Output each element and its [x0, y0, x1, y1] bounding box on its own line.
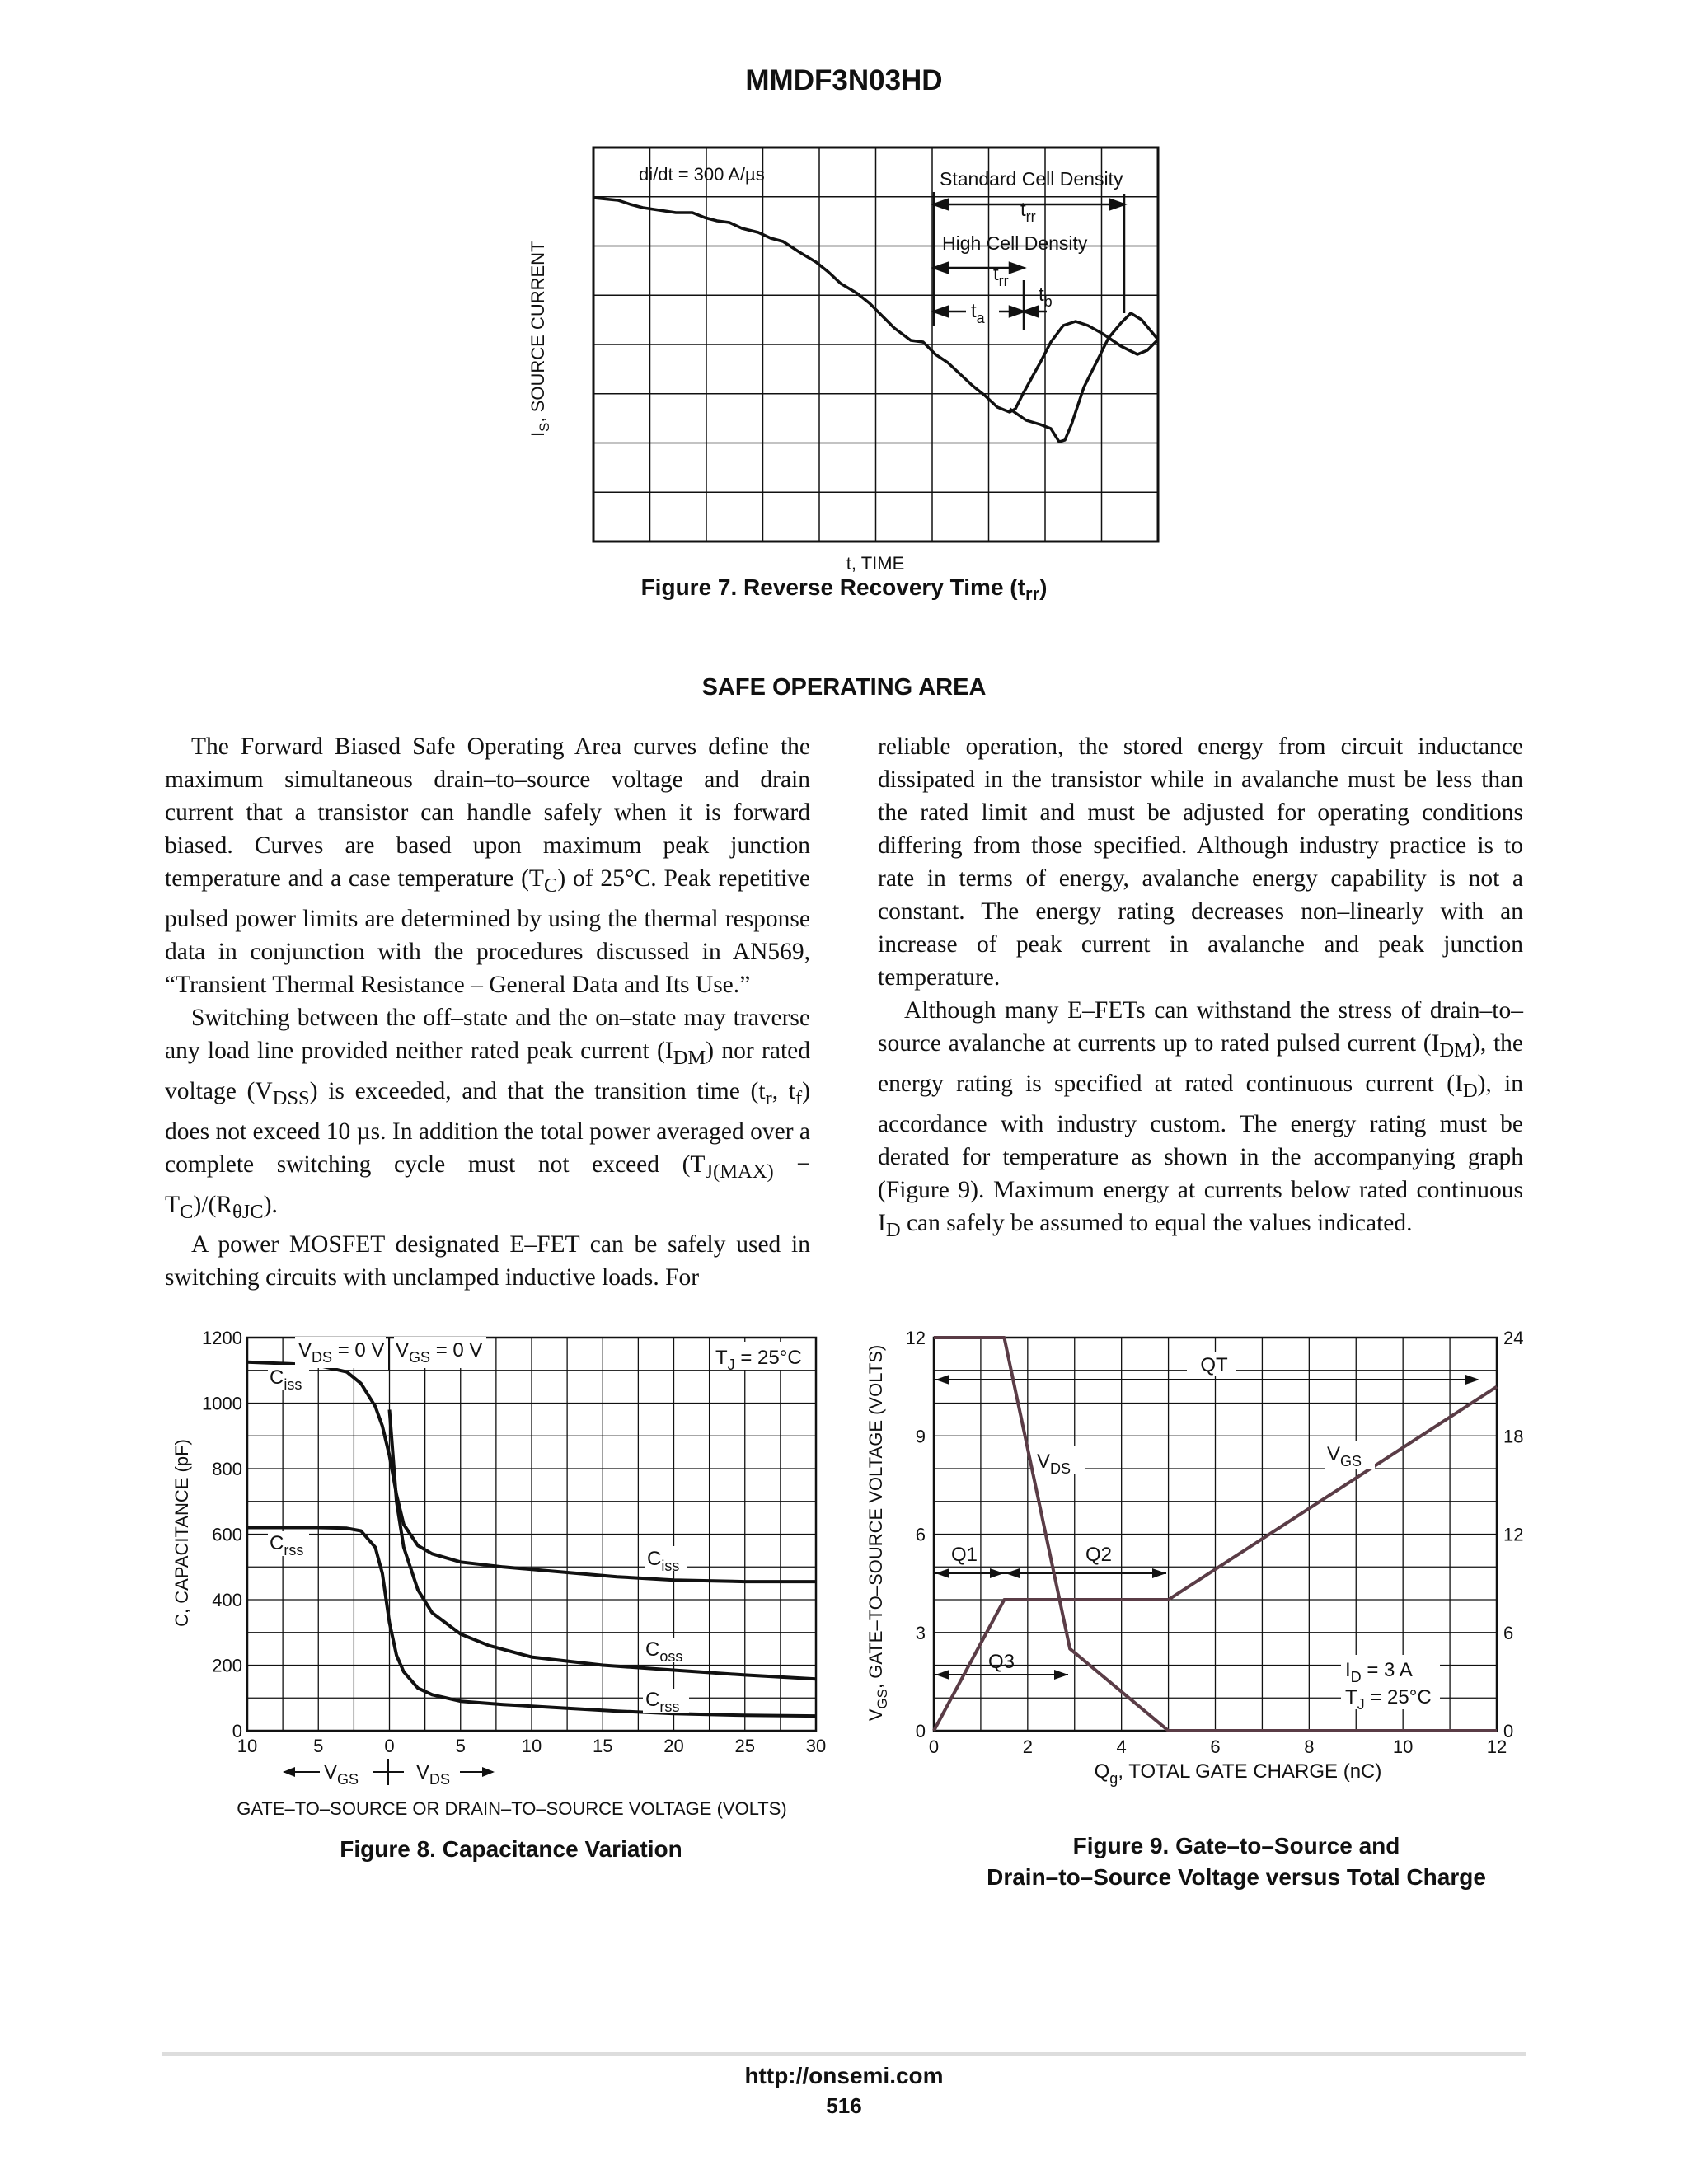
figure9-caption: [923, 1830, 1550, 1893]
paragraph-4: Although many E–FETs can withstand the stress of drain–to–source avalanche at currents up to rated pulsed current $(I_{DM})$, the energy rating is specified at rated continuous current $(I_D)$, in accordance with industry custom. The energy rating must be derated for temperature as shown in the accompanying graph (Figure 9). Maximum energy at currents below rated continuous $I_D$ can safely be assumed to equal the values indicated.: [878, 997, 1523, 1241]
figure9-id-condition: $I_D = 3$ A: [1345, 1659, 1413, 1685]
figure7-y-axis-label: $I_S$, SOURCE CURRENT: [528, 241, 552, 437]
figure8-x-tick-label: 5: [455, 1736, 466, 1756]
figure7-x-axis-label: t, TIME: [846, 553, 905, 574]
figure8-y-tick-label: 400: [212, 1590, 242, 1610]
figure8-x-tick-label: 30: [805, 1736, 827, 1756]
figure7-ta-label: $t_a$: [971, 300, 985, 326]
svg-text:VDS: $V_{DS}$: [416, 1761, 451, 1788]
figure8-y-tick-label: 200: [212, 1655, 242, 1676]
figure8-x-tick-label: 25: [734, 1736, 755, 1756]
figure9-y-right-tick-label: 0: [1503, 1721, 1514, 1741]
figure9-y-left-tick-label: 0: [915, 1721, 926, 1741]
figure7-didt-label: di/dt = 300 A/µs: [639, 164, 765, 185]
figure9-tj-condition: $T_J = 25^\circ C$: [1345, 1686, 1432, 1713]
figure9-series-labels: [1034, 1441, 1375, 1477]
figure9-y-left-tick-label: 6: [915, 1524, 926, 1545]
figure9-vgs-label: $V_{GS}$: [1327, 1443, 1362, 1469]
figure8-coss-label: $C_{oss}$: [645, 1638, 683, 1665]
figure9-qt-label: QT: [1200, 1354, 1228, 1376]
figure9-y-axis-label: $V_{GS}$, GATE–TO–SOURCE VOLTAGE (VOLTS): [865, 1344, 890, 1722]
figure8-y-tick-label: 800: [212, 1459, 242, 1479]
figure9-y-left-tick-label: 9: [915, 1426, 926, 1447]
figure8-vgs-condition: $V_{GS} = 0$ V: [396, 1339, 483, 1366]
figure8-crss-label-right: $C_{rss}$: [645, 1689, 680, 1715]
figure9-y-right-tick-label: 6: [1503, 1622, 1514, 1643]
figure9-y-left-tick-label: 12: [905, 1328, 926, 1348]
figure7-standard-label: Standard Cell Density: [940, 168, 1123, 190]
figure8-y-axis-label: C, CAPACITANCE (pF): [171, 1439, 192, 1627]
figure9-x-tick-label: 2: [1022, 1736, 1033, 1757]
figure9-x-tick-label: 0: [928, 1736, 940, 1757]
figure8-vds-condition: $V_{DS} = 0$ V: [298, 1339, 385, 1366]
figure9-caption-line2: Drain–to–Source Voltage versus Total Charge: [987, 1864, 1486, 1890]
svg-text:VGS: $V_{GS}$: [324, 1761, 359, 1788]
part-number-header: MMDF3N03HD: [745, 64, 943, 96]
figure9-x-tick-label: 6: [1210, 1736, 1221, 1757]
figure7-trr-high: $t_{rr}$: [993, 263, 1009, 289]
paragraph-2: Switching between the off–state and the on–state may traverse any load line provided neither rated peak current $(I_{DM})$ nor rated voltage $(V_{DSS})$ is exceeded, and that the transition time ($t_r$, $t_f$) does not exceed 10 µs. In addition the total power averaged over a complete switching cycle must not exceed $(T_{J(MAX)} - T_C)/(R_{\theta JC})$.: [165, 1004, 810, 1223]
figure8-crss-label-left: $C_{rss}$: [270, 1532, 304, 1558]
figure8-x-axis-label: GATE–TO–SOURCE OR DRAIN–TO–SOURCE VOLTAGE (VOLTS): [237, 1798, 787, 1819]
figure8-caption: Figure 8. Capacitance Variation: [340, 1836, 682, 1862]
figure9-x-tick-label: 10: [1392, 1736, 1414, 1757]
figure7-tb-label: $t_b$: [1039, 284, 1053, 310]
figure9-q3-label: Q3: [987, 1651, 1015, 1673]
figure9-vds-label: $V_{DS}$: [1037, 1451, 1071, 1477]
figure8-x-tick-label: 0: [384, 1736, 395, 1756]
footer-rule: [162, 2052, 1526, 2056]
figure9-x-tick-label: 4: [1116, 1736, 1127, 1757]
figure8-x-tick-label: 10: [521, 1736, 542, 1756]
figure8-y-tick-label: 1200: [202, 1328, 242, 1348]
figure9-x-axis-label: $Q_g$, TOTAL GATE CHARGE (nC): [1094, 1760, 1382, 1787]
figure8-tj-condition: $T_J = 25^\circ C$: [715, 1347, 802, 1373]
figure9-y-left-tick-label: 3: [915, 1622, 926, 1643]
figure8-y-tick-label: 1000: [202, 1393, 242, 1414]
figure7-trr-standard: $t_{rr}$: [1020, 199, 1036, 225]
figure7-high-label: High Cell Density: [942, 232, 1088, 254]
figure9-q2-label: Q2: [1085, 1544, 1113, 1566]
paragraph-1: The Forward Biased Safe Operating Area curves define the maximum simultaneous drain–to–source voltage and drain current that a transistor can handle safely when it is forward biased. Curves are based upon maximum peak junction temperature and a case temperature $(T_C)$ of 25°C. Peak repetitive pulsed power limits are determined by using the thermal response data in conjunction with the procedures discussed in AN569, “Transient Thermal Resistance – General Data and Its Use.”: [165, 733, 810, 998]
figure9-y-right-tick-label: 24: [1503, 1328, 1524, 1348]
figure8-x-tick-label: 5: [313, 1736, 324, 1756]
page-number: 516: [826, 2093, 862, 2118]
figure8-x-tick-label: 15: [593, 1736, 613, 1756]
paragraph-3: A power MOSFET designated E–FET can be safely used in switching circuits with unclamped inductive loads. For: [165, 1231, 810, 1291]
figure7-caption: Figure 7. Reverse Recovery Time $(t_{rr})$: [640, 574, 1048, 604]
figure8-ciss-label-right: $C_{iss}$: [647, 1548, 680, 1574]
figure9-q1-label: Q1: [950, 1544, 978, 1566]
figure9-x-tick-label: 12: [1486, 1736, 1507, 1757]
figure8-y-tick-label: 600: [212, 1524, 242, 1545]
figure9-y-right-tick-label: 12: [1503, 1524, 1524, 1545]
figure8-ciss-label-left: $C_{iss}$: [270, 1366, 302, 1393]
figure9-x-tick-label: 8: [1304, 1736, 1315, 1757]
figure8-x-tick-label: 20: [663, 1736, 684, 1756]
section-title: SAFE OPERATING AREA: [701, 674, 987, 701]
footer-url[interactable]: http://onsemi.com: [744, 2063, 944, 2088]
figure8-x-tick-label: 10: [237, 1736, 258, 1756]
figure9-y-right-tick-label: 18: [1503, 1426, 1524, 1447]
figure8-y-tick-label: 0: [232, 1721, 242, 1741]
paragraph-3-continued: reliable operation, the stored energy from circuit inductance dissipated in the transistor while in avalanche must be less than the rated limit and must be adjusted for operating conditions differing from those specified. Although industry practice is to rate in terms of energy, avalanche energy capability is not a constant. The energy rating decreases non–linearly with an increase of peak current in avalanche and peak junction temperature.: [878, 733, 1523, 991]
figure9-caption-line1: Figure 9. Gate–to–Source and: [1072, 1833, 1400, 1858]
